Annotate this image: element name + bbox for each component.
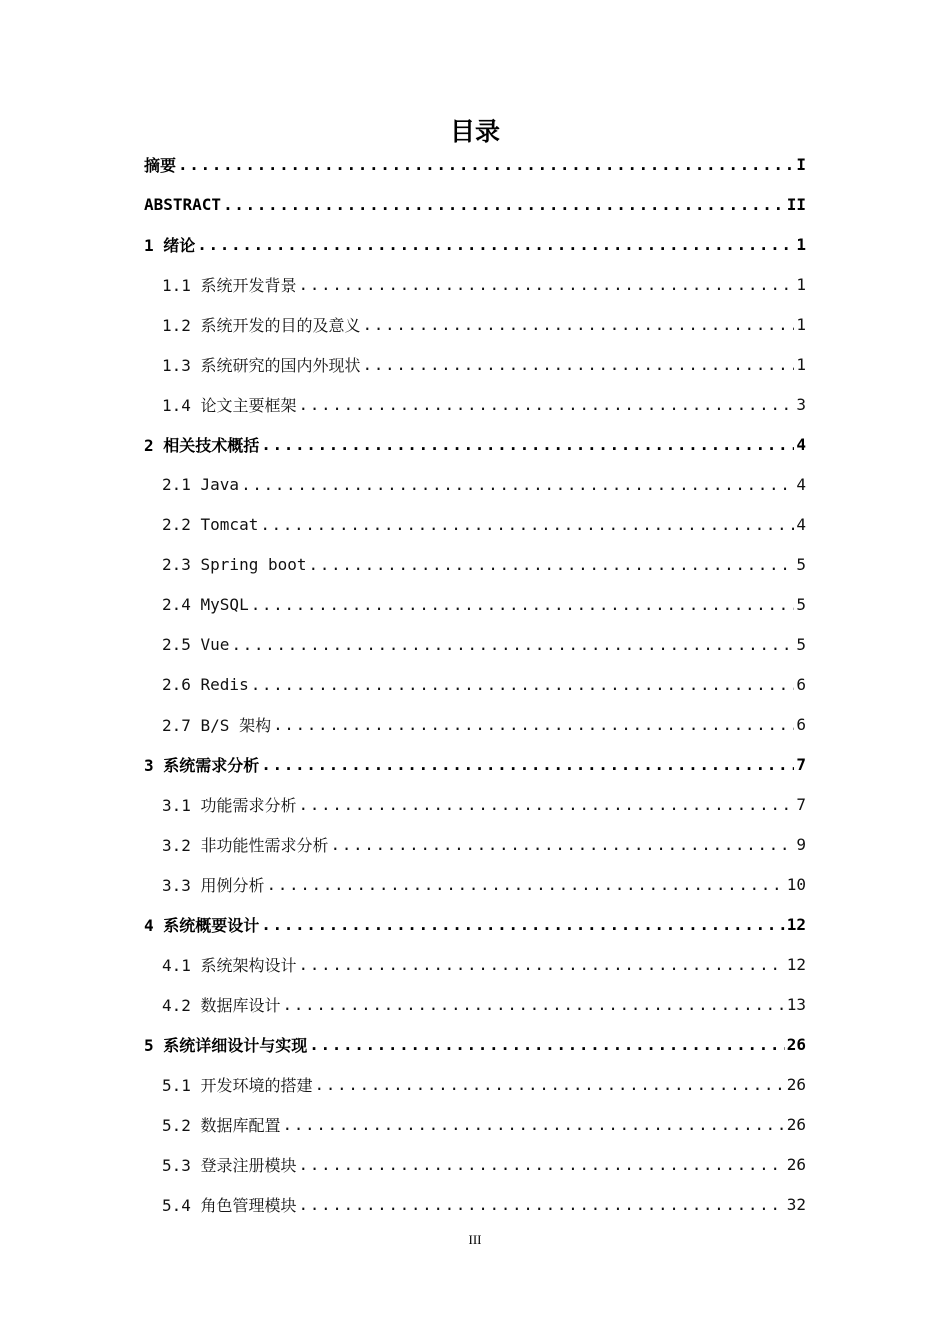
dot-leader xyxy=(299,397,795,413)
dot-leader xyxy=(299,797,795,813)
toc-entry-label: 5.4 角色管理模块 xyxy=(162,1195,297,1215)
toc-entry-page-number: 1 xyxy=(796,314,806,334)
toc-section-entry[interactable] xyxy=(144,784,806,824)
toc-entry-page-number: 4 xyxy=(796,474,806,494)
toc-section-entry[interactable] xyxy=(144,464,806,504)
toc-entry-page-number: 12 xyxy=(786,914,806,934)
toc-entry-page-number: 13 xyxy=(786,994,806,1014)
toc-section-entry[interactable] xyxy=(144,984,806,1024)
toc-entry-label: 5 系统详细设计与实现 xyxy=(144,1035,308,1055)
dot-leader xyxy=(260,517,794,533)
toc-section-entry[interactable] xyxy=(144,864,806,904)
page-title: 目录 xyxy=(449,117,500,146)
dot-leader xyxy=(267,877,785,893)
toc-entry-label: 3.1 功能需求分析 xyxy=(162,795,297,815)
dot-leader xyxy=(231,637,794,653)
toc-chapter-entry[interactable] xyxy=(144,184,806,224)
toc-entry-label: 3.2 非功能性需求分析 xyxy=(162,835,329,855)
dot-leader xyxy=(251,677,795,693)
toc-entry-page-number: 5 xyxy=(796,634,806,654)
toc-entry-page-number: 26 xyxy=(786,1154,806,1174)
toc-section-entry[interactable] xyxy=(144,1144,806,1184)
dot-leader xyxy=(315,1077,785,1093)
toc-section-entry[interactable] xyxy=(144,544,806,584)
dot-leader xyxy=(363,317,795,333)
dot-leader xyxy=(363,357,795,373)
dot-leader xyxy=(261,757,794,773)
toc-entry-page-number: 5 xyxy=(796,594,806,614)
toc-entry-page-number: 26 xyxy=(786,1074,806,1094)
dot-leader xyxy=(283,997,785,1013)
dot-leader xyxy=(299,957,785,973)
toc-section-entry[interactable] xyxy=(144,664,806,704)
toc-entry-page-number: 5 xyxy=(796,554,806,574)
page-number-footer: III xyxy=(468,1232,482,1247)
toc-entry-label: 3.3 用例分析 xyxy=(162,875,265,895)
toc-section-entry[interactable] xyxy=(144,384,806,424)
dot-leader xyxy=(273,717,794,733)
toc-entry-label: 2.1 Java xyxy=(162,474,240,494)
toc-section-entry[interactable] xyxy=(144,824,806,864)
toc-entry-page-number: 3 xyxy=(796,394,806,414)
toc-entry-page-number: 6 xyxy=(796,674,806,694)
toc-entry-label: 2.3 Spring boot xyxy=(162,554,307,574)
toc-entry-label: ABSTRACT xyxy=(144,194,222,214)
dot-leader xyxy=(299,1157,785,1173)
toc-entry-page-number: 7 xyxy=(796,794,806,814)
toc-entry-page-number: 10 xyxy=(786,874,806,894)
toc-entry-label: 1.4 论文主要框架 xyxy=(162,395,297,415)
dot-leader xyxy=(309,1037,784,1053)
toc-entry-label: 5.1 开发环境的搭建 xyxy=(162,1075,313,1095)
dot-leader xyxy=(197,237,794,253)
toc-entry-label: 2.6 Redis xyxy=(162,674,249,694)
toc-entry-page-number: 26 xyxy=(786,1114,806,1134)
toc-entry-page-number: 1 xyxy=(796,354,806,374)
dot-leader xyxy=(261,917,784,933)
toc-entry-label: 摘要 xyxy=(144,155,177,175)
dot-leader xyxy=(261,437,794,453)
toc-section-entry[interactable] xyxy=(144,264,806,304)
toc-entry-label: 2.4 MySQL xyxy=(162,594,249,614)
toc-section-entry[interactable] xyxy=(144,944,806,984)
toc-entry-label: 5.3 登录注册模块 xyxy=(162,1155,297,1175)
toc-section-entry[interactable] xyxy=(144,584,806,624)
toc-entry-label: 2.2 Tomcat xyxy=(162,514,259,534)
toc-chapter-entry[interactable] xyxy=(144,1024,806,1064)
toc-entry-label: 1.3 系统研究的国内外现状 xyxy=(162,355,361,375)
toc-section-entry[interactable] xyxy=(144,1064,806,1104)
toc-section-entry[interactable] xyxy=(144,504,806,544)
dot-leader xyxy=(178,157,794,173)
toc-chapter-entry[interactable] xyxy=(144,144,806,184)
toc-section-entry[interactable] xyxy=(144,1184,806,1224)
toc-entry-page-number: 1 xyxy=(796,274,806,294)
toc-entry-label: 4.1 系统架构设计 xyxy=(162,955,297,975)
toc-chapter-entry[interactable] xyxy=(144,224,806,264)
toc-entry-page-number: 9 xyxy=(796,834,806,854)
dot-leader xyxy=(309,557,795,573)
table-of-contents xyxy=(144,144,806,1224)
toc-entry-page-number: 7 xyxy=(796,754,806,774)
toc-entry-page-number: 26 xyxy=(786,1034,806,1054)
toc-entry-label: 4.2 数据库设计 xyxy=(162,995,281,1015)
toc-chapter-entry[interactable] xyxy=(144,744,806,784)
toc-section-entry[interactable] xyxy=(144,1104,806,1144)
toc-entry-label: 2 相关技术概括 xyxy=(144,435,260,455)
toc-entry-label: 1.1 系统开发背景 xyxy=(162,275,297,295)
toc-entry-label: 3 系统需求分析 xyxy=(144,755,260,775)
toc-entry-label: 5.2 数据库配置 xyxy=(162,1115,281,1135)
dot-leader xyxy=(331,837,795,853)
toc-entry-page-number: II xyxy=(786,194,806,214)
dot-leader xyxy=(223,197,785,213)
toc-entry-label: 1 绪论 xyxy=(144,235,196,255)
toc-section-entry[interactable] xyxy=(144,704,806,744)
toc-chapter-entry[interactable] xyxy=(144,904,806,944)
toc-entry-page-number: 4 xyxy=(796,434,806,454)
dot-leader xyxy=(251,597,795,613)
toc-section-entry[interactable] xyxy=(144,624,806,664)
toc-entry-page-number: 6 xyxy=(796,714,806,734)
toc-chapter-entry[interactable] xyxy=(144,424,806,464)
toc-entry-page-number: 4 xyxy=(796,514,806,534)
toc-entry-page-number: I xyxy=(796,154,806,174)
toc-entry-page-number: 12 xyxy=(786,954,806,974)
toc-section-entry[interactable] xyxy=(144,304,806,344)
toc-entry-page-number: 1 xyxy=(796,234,806,254)
dot-leader xyxy=(299,277,795,293)
toc-entry-label: 4 系统概要设计 xyxy=(144,915,260,935)
dot-leader xyxy=(283,1117,785,1133)
toc-entry-label: 1.2 系统开发的目的及意义 xyxy=(162,315,361,335)
toc-entry-label: 2.5 Vue xyxy=(162,634,230,654)
dot-leader xyxy=(241,477,794,493)
dot-leader xyxy=(299,1197,785,1213)
toc-entry-label: 2.7 B/S 架构 xyxy=(162,715,272,735)
toc-section-entry[interactable] xyxy=(144,344,806,384)
toc-entry-page-number: 32 xyxy=(786,1194,806,1214)
